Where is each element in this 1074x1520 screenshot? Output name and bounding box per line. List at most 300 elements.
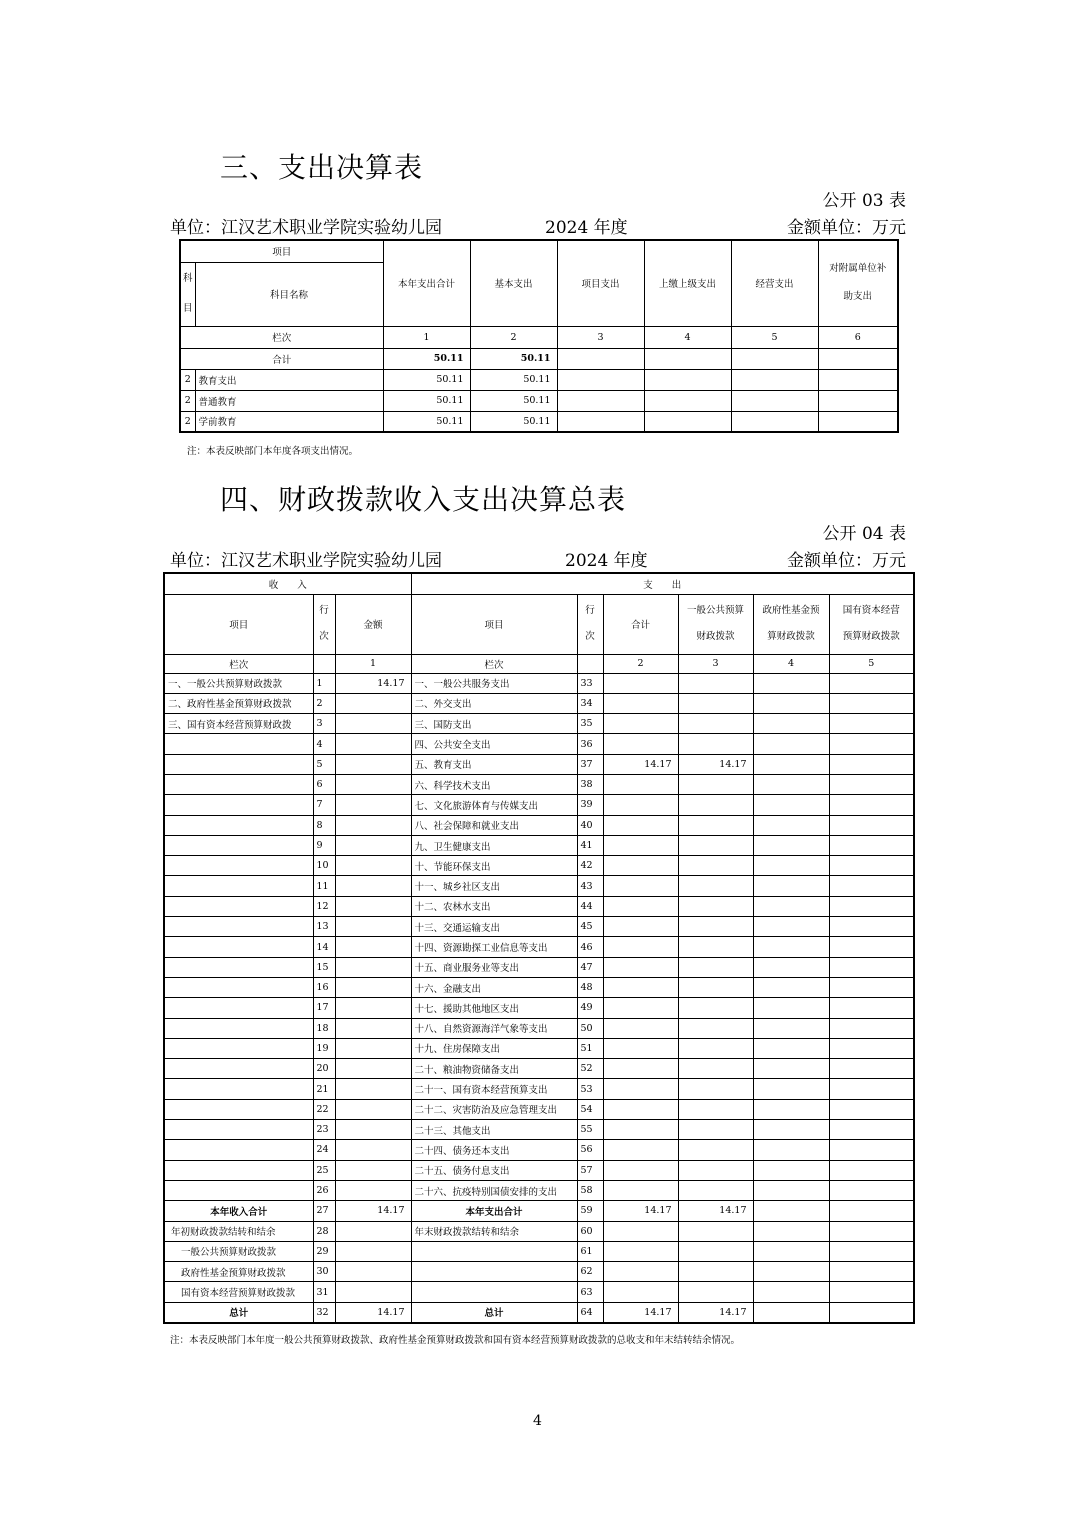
expense-gov-fund [753,876,829,896]
income-item [164,795,313,815]
expense-total [603,693,678,713]
expense-line-no: 52 [577,1059,603,1079]
income-line-no: 23 [313,1120,335,1140]
expense-total [603,896,678,916]
income-item [164,774,313,794]
row-code: 2 [180,411,195,432]
income-item [164,1120,313,1140]
expense-general [678,714,753,734]
expense-state-capital [829,714,914,734]
header-col-operating: 经营支出 [731,240,818,326]
row-value: 50.11 [383,369,470,390]
table-row [164,1241,914,1261]
income-line-no: 28 [313,1221,335,1241]
expense-gov-fund [753,1201,829,1221]
income-amount [335,998,411,1018]
expense-line-no: 42 [577,856,603,876]
income-item: 国有资本经营预算财政拨款 [164,1282,313,1302]
expense-gov-fund [753,1099,829,1119]
expense-total [603,795,678,815]
income-line-no: 7 [313,795,335,815]
expense-total [603,1099,678,1119]
expense-general [678,734,753,754]
income-amount [335,1262,411,1282]
expense-state-capital [829,1018,914,1038]
expense-general [678,1079,753,1099]
expense-total [603,1221,678,1241]
expense-line-no: 60 [577,1221,603,1241]
expense-general [678,1099,753,1119]
expense-state-capital [829,1180,914,1200]
expense-item: 五、教育支出 [411,754,577,774]
expense-general [678,1038,753,1058]
income-amount [335,693,411,713]
expense-general [678,856,753,876]
col-num: 1 [383,326,470,348]
header-col-remit: 上缴上级支出 [644,240,731,326]
table-row [164,957,914,977]
expense-line-no: 53 [577,1079,603,1099]
expense-gov-fund [753,1221,829,1241]
expense-item: 十一、城乡社区支出 [411,876,577,896]
income-item [164,917,313,937]
expense-general [678,1059,753,1079]
expense-total [603,774,678,794]
expense-gov-fund [753,1180,829,1200]
table-row [164,1079,914,1099]
expense-state-capital [829,876,914,896]
header-subject-name: 科目名称 [195,262,383,326]
expense-general [678,917,753,937]
expense-item: 十二、农林水支出 [411,896,577,916]
expense-total [603,937,678,957]
section3-title: 三、支出决算表 [220,151,424,184]
income-amount [335,917,411,937]
expense-general: 14.17 [678,1201,753,1221]
expense-item: 二十一、国有资本经营预算支出 [411,1079,577,1099]
income-line-no: 2 [313,693,335,713]
expense-item: 二十四、债务还本支出 [411,1140,577,1160]
income-line-no: 21 [313,1079,335,1099]
income-item [164,937,313,957]
expense-gov-fund [753,1160,829,1180]
table04-note: 注：本表反映部门本年度一般公共预算财政拨款、政府性基金预算财政拨款和国有资本经营预算财政拨款的总收支和年末结转结余情况。 [170,1335,741,1346]
col-num: 5 [829,654,914,673]
expense-item: 十九、住房保障支出 [411,1038,577,1058]
table-row [164,714,914,734]
income-amount [335,1241,411,1261]
expense-general [678,795,753,815]
income-line-no: 26 [313,1180,335,1200]
income-amount [335,815,411,835]
expense-state-capital [829,815,914,835]
expense-gov-fund [753,998,829,1018]
expense-line-no: 41 [577,835,603,855]
expense-state-capital [829,1079,914,1099]
expense-state-capital [829,1302,914,1322]
expenditure-table [179,239,899,433]
expense-general [678,977,753,997]
table-row [164,673,914,693]
expense-gov-fund [753,1120,829,1140]
expense-total [603,977,678,997]
row-value: 50.11 [470,390,557,411]
expense-line-no: 63 [577,1282,603,1302]
expense-state-capital [829,1038,914,1058]
income-amount [335,896,411,916]
table04-money-unit: 金额单位：万元 [787,551,906,571]
row-name: 学前教育 [195,411,383,432]
table-row [164,1018,914,1038]
income-amount [335,714,411,734]
income-amount [335,977,411,997]
income-item: 一般公共预算财政拨款 [164,1241,313,1261]
income-item [164,1018,313,1038]
income-item [164,1079,313,1099]
expense-item: 十八、自然资源海洋气象等支出 [411,1018,577,1038]
income-item: 政府性基金预算财政拨款 [164,1262,313,1282]
expense-state-capital [829,998,914,1018]
expense-line-no: 44 [577,896,603,916]
col-num: 4 [644,326,731,348]
table-row [164,856,914,876]
col-num: 5 [731,326,818,348]
expense-gov-fund [753,1241,829,1261]
col-num: 3 [557,326,644,348]
expense-line-no: 58 [577,1180,603,1200]
expense-total [603,835,678,855]
expense-general [678,1221,753,1241]
total-value: 50.11 [470,348,557,369]
table-row [164,1180,914,1200]
row-value: 50.11 [383,390,470,411]
table-row [180,390,898,411]
income-amount [335,1018,411,1038]
income-item: 本年收入合计 [164,1201,313,1221]
income-item [164,734,313,754]
income-item [164,1160,313,1180]
expense-gov-fund [753,734,829,754]
expense-line-no: 48 [577,977,603,997]
total-row [180,348,898,369]
expense-item: 二十三、其他支出 [411,1120,577,1140]
income-line-no: 12 [313,896,335,916]
income-line-no: 5 [313,754,335,774]
expense-general: 14.17 [678,754,753,774]
table-row [164,693,914,713]
expense-line-no: 40 [577,815,603,835]
col-num: 3 [678,654,753,673]
expense-item [411,1282,577,1302]
expense-state-capital [829,1059,914,1079]
expense-general [678,1241,753,1261]
table-row [164,754,914,774]
income-item [164,876,313,896]
table-row [164,1221,914,1241]
expense-gov-fund [753,937,829,957]
table-row [164,815,914,835]
expense-item: 十六、金融支出 [411,977,577,997]
expense-line-no: 61 [577,1241,603,1261]
expense-item: 十、节能环保支出 [411,856,577,876]
income-line-no: 32 [313,1302,335,1322]
table-row [164,1120,914,1140]
expense-line-no: 59 [577,1201,603,1221]
expense-line-no: 50 [577,1018,603,1038]
row-value: 50.11 [383,411,470,432]
expense-state-capital [829,734,914,754]
expense-item: 十七、援助其他地区支出 [411,998,577,1018]
table-row [164,1059,914,1079]
table-row [164,1099,914,1119]
header-col-total: 本年支出合计 [383,240,470,326]
income-line-no: 1 [313,673,335,693]
income-line-no: 24 [313,1140,335,1160]
table-row [164,734,914,754]
income-line-no: 18 [313,1018,335,1038]
table-row [164,1282,914,1302]
expense-general [678,1140,753,1160]
total-value: 50.11 [383,348,470,369]
expense-gov-fund [753,714,829,734]
row-name: 普通教育 [195,390,383,411]
col-num: 2 [470,326,557,348]
expense-item: 二十、粮油物资储备支出 [411,1059,577,1079]
income-item [164,1059,313,1079]
expense-total [603,1018,678,1038]
income-item: 一、一般公共预算财政拨款 [164,673,313,693]
expense-item: 二十六、抗疫特别国债安排的支出 [411,1180,577,1200]
expense-state-capital [829,1160,914,1180]
income-amount [335,1059,411,1079]
income-line-no: 25 [313,1160,335,1180]
expense-general [678,957,753,977]
income-amount [335,1140,411,1160]
income-item [164,835,313,855]
income-line-no: 10 [313,856,335,876]
table03-money-unit: 金额单位：万元 [787,218,906,238]
expense-total [603,998,678,1018]
table04-code: 公开 04 表 [822,524,906,544]
income-amount [335,937,411,957]
expense-gov-fund [753,1302,829,1322]
income-line-no: 22 [313,1099,335,1119]
expense-general [678,937,753,957]
table-row [164,1038,914,1058]
col-num: 6 [818,326,898,348]
expense-gov-fund [753,1140,829,1160]
expense-gov-fund [753,1282,829,1302]
table-row [164,774,914,794]
expense-state-capital [829,754,914,774]
header-col-basic: 基本支出 [470,240,557,326]
income-line-no: 14 [313,937,335,957]
expense-total [603,1160,678,1180]
income-line-no: 4 [313,734,335,754]
expense-state-capital [829,957,914,977]
expense-line-no: 35 [577,714,603,734]
header-amount: 金额 [335,594,411,654]
expense-gov-fund [753,673,829,693]
expense-state-capital [829,795,914,815]
income-item [164,754,313,774]
income-amount [335,754,411,774]
income-amount: 14.17 [335,1201,411,1221]
income-item [164,977,313,997]
table-row [164,1160,914,1180]
expense-item [411,1262,577,1282]
expense-general [678,815,753,835]
expense-item: 十三、交通运输支出 [411,917,577,937]
expense-gov-fund [753,856,829,876]
table03-code: 公开 03 表 [822,191,906,211]
expense-item: 九、卫生健康支出 [411,835,577,855]
income-header: 收 入 [164,573,411,594]
expense-line-no: 51 [577,1038,603,1058]
income-amount [335,1282,411,1302]
expense-item: 八、社会保障和就业支出 [411,815,577,835]
expense-gov-fund [753,1079,829,1099]
expense-total [603,734,678,754]
income-amount [335,795,411,815]
income-amount: 14.17 [335,1302,411,1322]
income-amount [335,1079,411,1099]
expense-state-capital [829,1099,914,1119]
income-line-no: 29 [313,1241,335,1261]
expense-state-capital [829,1201,914,1221]
income-item: 年初财政拨款结转和结余 [164,1221,313,1241]
expense-gov-fund [753,754,829,774]
col-num: 1 [335,654,411,673]
table-row [164,977,914,997]
expense-total [603,957,678,977]
expense-item: 二十二、灾害防治及应急管理支出 [411,1099,577,1119]
expense-general [678,896,753,916]
header-state-capital: 国有资本经营 预算财政拨款 [829,594,914,654]
expense-total [603,1282,678,1302]
expense-gov-fund [753,835,829,855]
expense-state-capital [829,693,914,713]
row-code: 2 [180,390,195,411]
header-col-subsidy: 对附属单位补 助支出 [818,240,898,326]
expense-state-capital [829,1140,914,1160]
income-line-no: 11 [313,876,335,896]
income-item [164,957,313,977]
expense-total: 14.17 [603,1302,678,1322]
income-line-no: 3 [313,714,335,734]
expense-total [603,917,678,937]
expense-line-no: 62 [577,1262,603,1282]
expense-state-capital [829,835,914,855]
expense-line-no: 33 [577,673,603,693]
expense-item: 四、公共安全支出 [411,734,577,754]
expense-line-no: 37 [577,754,603,774]
expense-state-capital [829,673,914,693]
table-row [164,876,914,896]
table-row [164,998,914,1018]
income-item [164,998,313,1018]
expense-item: 二、外交支出 [411,693,577,713]
income-item [164,815,313,835]
row-code: 2 [180,369,195,390]
expense-line-no: 36 [577,734,603,754]
header-item: 项目 [164,594,313,654]
expense-total [603,1120,678,1140]
income-item [164,1140,313,1160]
expense-item [411,1241,577,1261]
expense-gov-fund [753,1262,829,1282]
expense-total: 14.17 [603,1201,678,1221]
expense-line-no: 56 [577,1140,603,1160]
expense-line-no: 39 [577,795,603,815]
header-col-project: 项目支出 [557,240,644,326]
col-num: 4 [753,654,829,673]
expense-item: 三、国防支出 [411,714,577,734]
expense-total: 14.17 [603,754,678,774]
expense-item: 二十五、债务付息支出 [411,1160,577,1180]
income-amount [335,1221,411,1241]
expense-general [678,1160,753,1180]
expense-gov-fund [753,1018,829,1038]
income-line-no: 20 [313,1059,335,1079]
income-amount: 14.17 [335,673,411,693]
income-item [164,856,313,876]
header-general-budget: 一般公共预算 财政拨款 [678,594,753,654]
header-gov-fund: 政府性基金预 算财政拨款 [753,594,829,654]
expense-total [603,1180,678,1200]
income-amount [335,1180,411,1200]
expense-line-no: 54 [577,1099,603,1119]
expense-general [678,1282,753,1302]
lanci-label: 栏次 [411,654,577,673]
col-num: 2 [603,654,678,673]
table-row [164,1140,914,1160]
expense-state-capital [829,856,914,876]
expense-line-no: 64 [577,1302,603,1322]
header-ke-mu: 科 目 [180,262,195,326]
total-label: 合计 [180,348,383,369]
income-line-no: 8 [313,815,335,835]
table-row [180,369,898,390]
expense-line-no: 49 [577,998,603,1018]
expense-total [603,1241,678,1261]
row-value: 50.11 [470,411,557,432]
income-item: 总计 [164,1302,313,1322]
expense-total [603,1079,678,1099]
expense-item: 年末财政拨款结转和结余 [411,1221,577,1241]
expense-total [603,1140,678,1160]
income-amount [335,774,411,794]
row-name: 教育支出 [195,369,383,390]
row-value: 50.11 [470,369,557,390]
expense-gov-fund [753,896,829,916]
expense-line-no: 57 [577,1160,603,1180]
expense-item: 一、一般公共服务支出 [411,673,577,693]
section4-title: 四、财政拨款收入支出决算总表 [220,483,627,516]
income-amount [335,876,411,896]
expense-item: 总计 [411,1302,577,1322]
table03-unit: 单位：江汉艺术职业学院实验幼儿园 [170,218,442,238]
expense-total [603,673,678,693]
income-line-no: 16 [313,977,335,997]
table-row [164,1262,914,1282]
expense-line-no: 46 [577,937,603,957]
income-item [164,1180,313,1200]
income-line-no: 15 [313,957,335,977]
expense-gov-fund [753,815,829,835]
expense-total [603,815,678,835]
expense-gov-fund [753,795,829,815]
